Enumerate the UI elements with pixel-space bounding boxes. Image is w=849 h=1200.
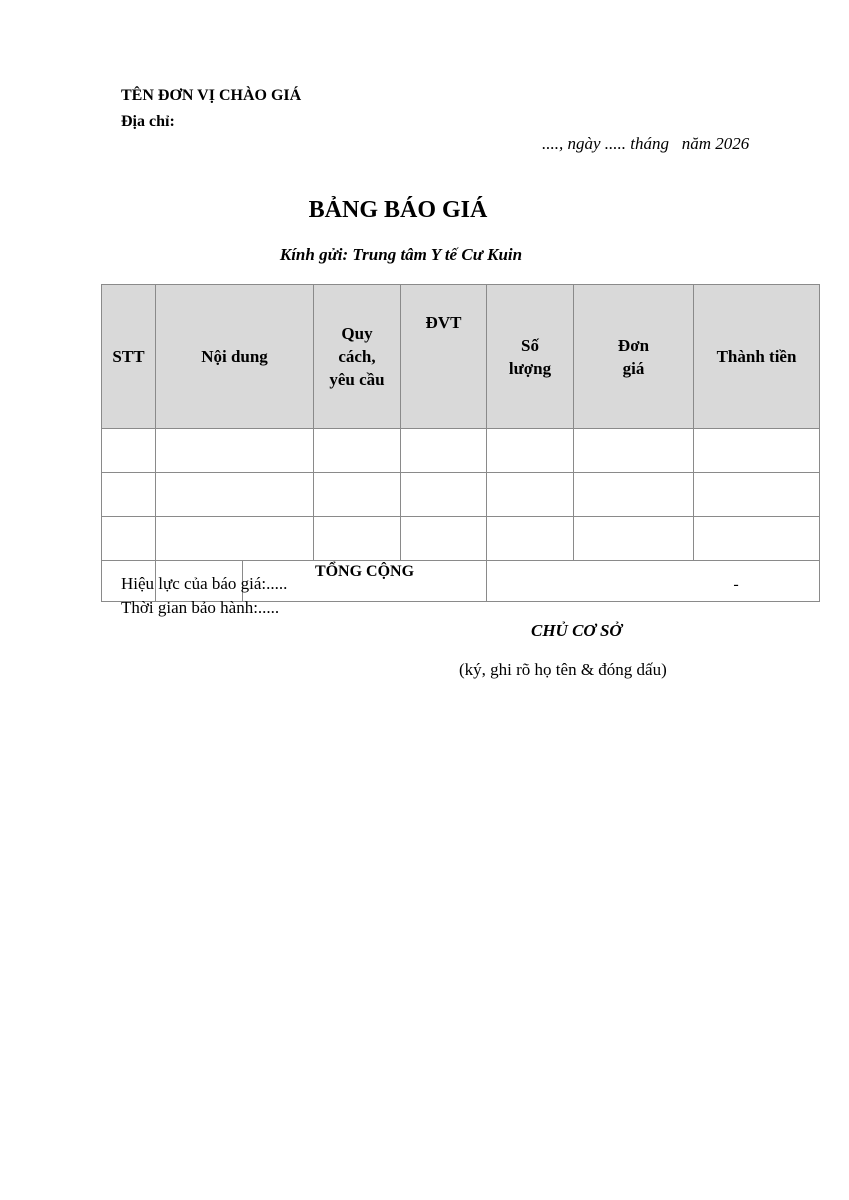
quote-table <box>101 284 820 602</box>
cell-stt <box>102 429 156 473</box>
total-value: - <box>733 576 739 593</box>
col-header-qty-line1: Số <box>521 335 539 355</box>
col-header-price <box>574 285 694 429</box>
col-header-qty-line2: lượng <box>508 358 552 378</box>
cell-content <box>156 429 314 473</box>
cell-content <box>156 473 314 517</box>
cell-stt <box>102 517 156 561</box>
cell-content <box>156 517 314 561</box>
signer-title: CHỦ CƠ SỞ <box>531 621 622 640</box>
col-header-stt: STT <box>102 285 156 429</box>
table-row <box>102 429 820 473</box>
total-value-cell <box>487 561 820 602</box>
table-row <box>102 517 820 561</box>
recipient-line: Kính gửi: Trung tâm Y tế Cư Kuin <box>279 245 523 264</box>
cell-unit <box>401 517 487 561</box>
total-label: TỔNG CỘNG <box>243 561 487 602</box>
cell-qty <box>487 429 574 473</box>
address-label: Địa chỉ: <box>121 113 175 130</box>
cell-price <box>574 473 694 517</box>
cell-amount <box>694 473 820 517</box>
cell-price <box>574 517 694 561</box>
cell-unit <box>401 429 487 473</box>
cell-spec <box>314 473 401 517</box>
warranty-period: Thời gian bảo hành:..... <box>121 598 280 617</box>
signer-note: (ký, ghi rõ họ tên & đóng dấu) <box>459 660 667 679</box>
cell-qty <box>487 517 574 561</box>
cell-spec <box>314 517 401 561</box>
cell-stt <box>102 473 156 517</box>
quote-validity: Hiệu lực của báo giá:..... <box>121 574 288 593</box>
cell-price <box>574 429 694 473</box>
cell-qty <box>487 473 574 517</box>
col-header-qty <box>487 285 574 429</box>
table-header-row <box>102 285 820 429</box>
col-header-spec <box>314 285 401 429</box>
date-line: ...., ngày ..... tháng năm 2026 <box>542 134 750 153</box>
col-header-spec-line3: yêu cầu <box>329 370 385 389</box>
cell-amount <box>694 517 820 561</box>
col-header-spec-line1: Quy <box>341 324 373 343</box>
col-header-content: Nội dung <box>156 285 314 429</box>
col-header-price-line2: giá <box>622 358 645 378</box>
org-name: TÊN ĐƠN VỊ CHÀO GIÁ <box>121 87 302 104</box>
cell-spec <box>314 429 401 473</box>
table-row <box>102 473 820 517</box>
col-header-price-line1: Đơn <box>617 335 650 355</box>
document-title: BẢNG BÁO GIÁ <box>308 197 488 223</box>
cell-amount <box>694 429 820 473</box>
col-header-unit: ĐVT <box>401 285 487 429</box>
col-header-spec-line2: cách, <box>338 347 376 366</box>
cell-unit <box>401 473 487 517</box>
col-header-amount: Thành tiền <box>694 285 820 429</box>
